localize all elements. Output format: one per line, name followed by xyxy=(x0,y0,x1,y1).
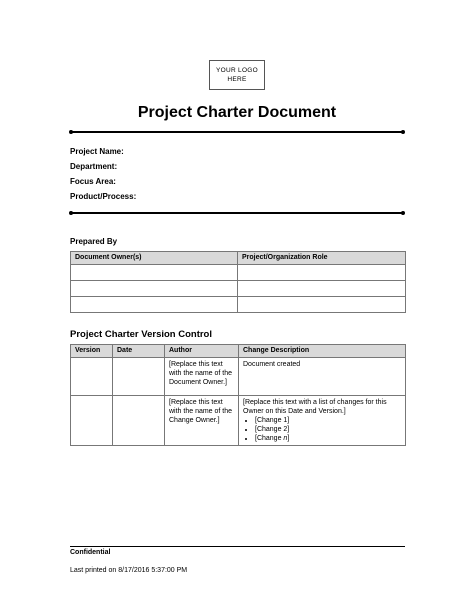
description-text: [Replace this text with a list of changes for this Owner on this Date and Version.] xyxy=(243,399,387,415)
column-header: Date xyxy=(113,345,165,358)
version-control-heading: Project Charter Version Control xyxy=(70,329,213,340)
table-row xyxy=(71,396,406,446)
version-cell[interactable] xyxy=(71,358,113,396)
table-row xyxy=(71,358,406,396)
table-row xyxy=(71,297,406,313)
column-header: Document Owner(s) xyxy=(71,252,238,265)
change-item: • [Change 2] xyxy=(255,425,401,434)
footer-divider xyxy=(70,546,405,547)
change-list xyxy=(243,416,401,443)
column-header: Author xyxy=(165,345,239,358)
focus-area-label: Focus Area: xyxy=(70,177,116,186)
description-cell[interactable] xyxy=(239,396,406,446)
title-divider xyxy=(70,131,404,133)
logo-placeholder xyxy=(209,60,265,90)
product-process-label: Product/Process: xyxy=(70,192,137,201)
last-printed-text: Last printed on 8/17/2016 5:37:00 PM xyxy=(70,567,188,574)
description-cell[interactable]: Document created xyxy=(239,358,406,396)
logo-line-2: HERE xyxy=(227,76,247,83)
change-n-italic: n xyxy=(283,435,288,442)
date-cell[interactable] xyxy=(113,396,165,446)
table-cell[interactable] xyxy=(71,265,238,281)
fields-divider xyxy=(70,212,404,214)
logo-line-1: YOUR LOGO xyxy=(215,67,259,74)
table-cell[interactable] xyxy=(238,265,406,281)
author-cell[interactable]: [Replace this text with the name of the Document Owner.] xyxy=(165,358,239,396)
confidential-label: Confidential xyxy=(70,549,111,556)
author-cell[interactable]: [Replace this text with the name of the Change Owner.] xyxy=(165,396,239,446)
change-item: • [Change 1] xyxy=(255,416,401,425)
column-header: Project/Organization Role xyxy=(238,252,406,265)
table-cell[interactable] xyxy=(238,297,406,313)
column-header: Change Description xyxy=(239,345,406,358)
table-cell[interactable] xyxy=(71,281,238,297)
version-control-table xyxy=(70,344,406,446)
prepared-by-table xyxy=(70,251,406,313)
date-cell[interactable] xyxy=(113,358,165,396)
version-cell[interactable] xyxy=(71,396,113,446)
prepared-by-heading: Prepared By xyxy=(70,237,118,246)
table-cell[interactable] xyxy=(238,281,406,297)
change-item xyxy=(255,434,401,443)
table-row xyxy=(71,265,406,281)
department-label: Department: xyxy=(70,162,118,171)
document-title: Project Charter Document xyxy=(137,104,337,121)
change-item-text: [Change n] xyxy=(255,435,290,442)
table-cell[interactable] xyxy=(71,297,238,313)
column-header: Version xyxy=(71,345,113,358)
project-name-label: Project Name: xyxy=(70,147,124,156)
table-row xyxy=(71,281,406,297)
